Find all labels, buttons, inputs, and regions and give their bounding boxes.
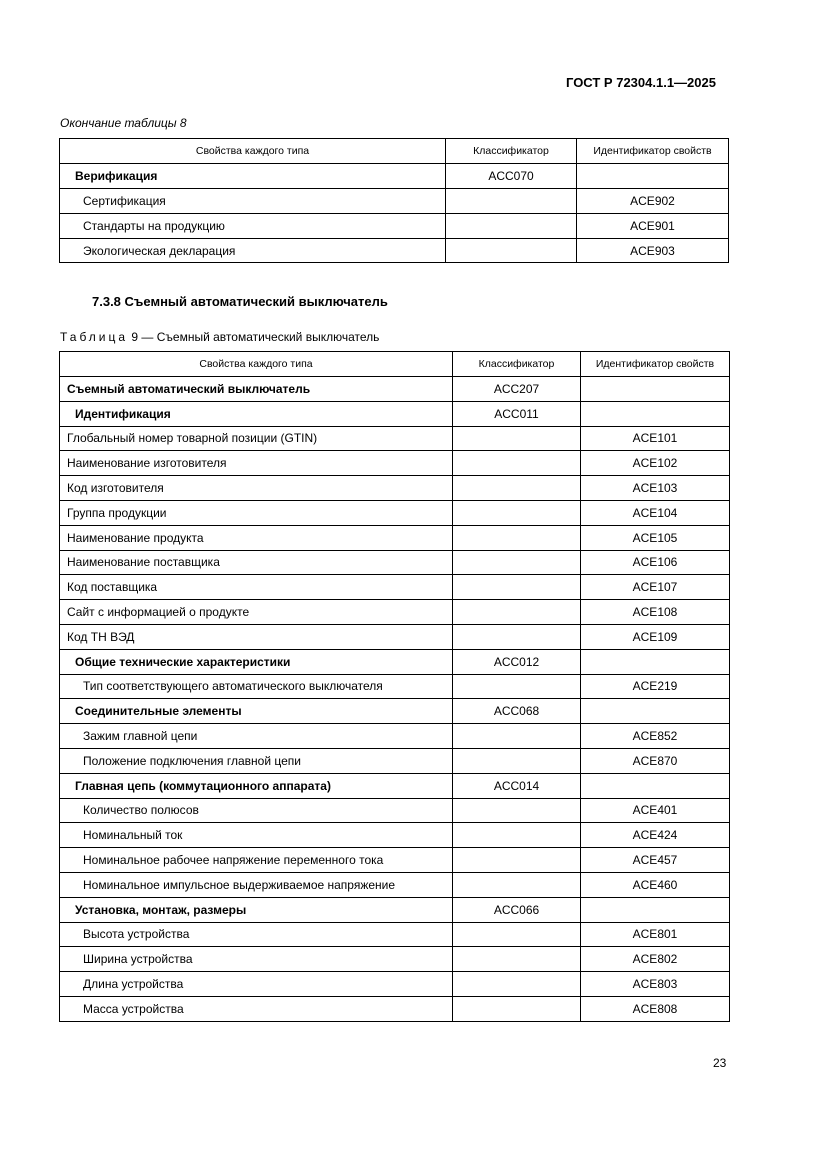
property-name-cell: Наименование продукта — [60, 525, 453, 550]
table-row — [60, 525, 730, 550]
property-name-cell: Код поставщика — [60, 575, 453, 600]
column-header-property-id: Идентификатор свойств — [577, 139, 729, 164]
property-id-cell: ACE901 — [577, 213, 729, 238]
table-row — [60, 649, 730, 674]
property-id-cell: ACE808 — [581, 996, 730, 1021]
property-name-cell: Экологическая декларация — [60, 238, 446, 263]
classifier-cell: ACC070 — [446, 163, 577, 188]
property-id-cell: ACE106 — [581, 550, 730, 575]
classifier-cell — [453, 947, 581, 972]
property-id-cell — [581, 649, 730, 674]
property-id-cell: ACE103 — [581, 476, 730, 501]
classifier-cell: ACC066 — [453, 897, 581, 922]
property-id-cell: ACE102 — [581, 451, 730, 476]
column-header-properties: Свойства каждого типа — [60, 139, 446, 164]
property-id-cell: ACE101 — [581, 426, 730, 451]
column-header-property-id: Идентификатор свойств — [581, 352, 730, 377]
property-name-cell: Наименование изготовителя — [60, 451, 453, 476]
column-header-properties: Свойства каждого типа — [60, 352, 453, 377]
classifier-cell: ACC207 — [453, 377, 581, 402]
property-name-cell: Масса устройства — [60, 996, 453, 1021]
column-header-classifier: Классификатор — [453, 352, 581, 377]
property-name-cell: Положение подключения главной цепи — [60, 748, 453, 773]
property-id-cell — [581, 377, 730, 402]
property-name-cell: Код ТН ВЭД — [60, 624, 453, 649]
classifier-cell — [453, 996, 581, 1021]
classifier-cell — [453, 550, 581, 575]
table-row — [60, 575, 730, 600]
classifier-cell — [453, 798, 581, 823]
property-id-cell: ACE105 — [581, 525, 730, 550]
property-id-cell: ACE457 — [581, 848, 730, 873]
table-9 — [59, 351, 730, 1022]
classifier-cell — [453, 724, 581, 749]
property-id-cell: ACE903 — [577, 238, 729, 263]
property-name-cell: Ширина устройства — [60, 947, 453, 972]
table-row — [60, 451, 730, 476]
table-row — [60, 500, 730, 525]
table-row — [60, 624, 730, 649]
classifier-cell — [453, 476, 581, 501]
table-row — [60, 476, 730, 501]
classifier-cell — [453, 922, 581, 947]
property-id-cell: ACE460 — [581, 872, 730, 897]
property-id-cell: ACE802 — [581, 947, 730, 972]
caption-prefix: Таблица — [60, 330, 129, 344]
table-row — [60, 238, 729, 263]
property-id-cell — [581, 773, 730, 798]
table-row — [60, 922, 730, 947]
document-id: ГОСТ Р 72304.1.1—2025 — [566, 75, 716, 90]
property-name-cell: Верификация — [60, 163, 446, 188]
property-id-cell: ACE107 — [581, 575, 730, 600]
table-row — [60, 377, 730, 402]
classifier-cell: ACC012 — [453, 649, 581, 674]
property-name-cell: Высота устройства — [60, 922, 453, 947]
property-name-cell: Зажим главной цепи — [60, 724, 453, 749]
section-heading: 7.3.8 Съемный автоматический выключатель — [92, 294, 388, 309]
property-name-cell: Главная цепь (коммутационного аппарата) — [60, 773, 453, 798]
property-name-cell: Идентификация — [60, 401, 453, 426]
property-id-cell: ACE104 — [581, 500, 730, 525]
table-row — [60, 699, 730, 724]
classifier-cell — [453, 500, 581, 525]
property-name-cell: Длина устройства — [60, 972, 453, 997]
table-row — [60, 213, 729, 238]
property-name-cell: Общие технические характеристики — [60, 649, 453, 674]
classifier-cell — [453, 426, 581, 451]
classifier-cell — [446, 188, 577, 213]
table-row — [60, 188, 729, 213]
table-row — [60, 163, 729, 188]
caption-title: 9 — Съемный автоматический выключатель — [131, 330, 380, 344]
table-row — [60, 947, 730, 972]
classifier-cell — [453, 525, 581, 550]
property-id-cell: ACE109 — [581, 624, 730, 649]
property-name-cell: Установка, монтаж, размеры — [60, 897, 453, 922]
property-name-cell: Номинальный ток — [60, 823, 453, 848]
classifier-cell — [453, 872, 581, 897]
table-row — [60, 550, 730, 575]
table-row — [60, 773, 730, 798]
classifier-cell: ACC011 — [453, 401, 581, 426]
property-name-cell: Номинальное рабочее напряжение переменного тока — [60, 848, 453, 873]
property-id-cell: ACE803 — [581, 972, 730, 997]
classifier-cell — [453, 624, 581, 649]
property-name-cell: Соединительные элементы — [60, 699, 453, 724]
classifier-cell — [453, 600, 581, 625]
property-name-cell: Глобальный номер товарной позиции (GTIN) — [60, 426, 453, 451]
property-id-cell: ACE108 — [581, 600, 730, 625]
table-row — [60, 426, 730, 451]
property-id-cell: ACE401 — [581, 798, 730, 823]
property-id-cell — [581, 897, 730, 922]
property-name-cell: Код изготовителя — [60, 476, 453, 501]
table-row — [60, 401, 730, 426]
classifier-cell — [453, 451, 581, 476]
table-row — [60, 798, 730, 823]
classifier-cell — [453, 575, 581, 600]
classifier-cell: ACC014 — [453, 773, 581, 798]
classifier-cell — [453, 823, 581, 848]
table-row — [60, 823, 730, 848]
property-name-cell: Номинальное импульсное выдерживаемое напряжение — [60, 872, 453, 897]
property-name-cell: Группа продукции — [60, 500, 453, 525]
table-row — [60, 724, 730, 749]
page-number: 23 — [713, 1056, 727, 1070]
property-id-cell — [581, 699, 730, 724]
table-8 — [59, 138, 729, 263]
table-row — [60, 872, 730, 897]
classifier-cell — [453, 748, 581, 773]
property-id-cell: ACE219 — [581, 674, 730, 699]
property-name-cell: Съемный автоматический выключатель — [60, 377, 453, 402]
table-row — [60, 996, 730, 1021]
property-name-cell: Стандарты на продукцию — [60, 213, 446, 238]
property-id-cell — [577, 163, 729, 188]
classifier-cell: ACC068 — [453, 699, 581, 724]
property-id-cell: ACE870 — [581, 748, 730, 773]
table-header-row — [60, 352, 730, 377]
property-name-cell: Сайт с информацией о продукте — [60, 600, 453, 625]
table-row — [60, 848, 730, 873]
classifier-cell — [446, 238, 577, 263]
table-row — [60, 972, 730, 997]
classifier-cell — [453, 674, 581, 699]
table-row — [60, 748, 730, 773]
property-id-cell: ACE424 — [581, 823, 730, 848]
property-name-cell: Количество полюсов — [60, 798, 453, 823]
property-id-cell — [581, 401, 730, 426]
table-row — [60, 600, 730, 625]
table-header-row — [60, 139, 729, 164]
property-name-cell: Сертификация — [60, 188, 446, 213]
table-9-caption — [60, 330, 379, 344]
property-name-cell: Тип соответствующего автоматического выключателя — [60, 674, 453, 699]
property-name-cell: Наименование поставщика — [60, 550, 453, 575]
property-id-cell: ACE902 — [577, 188, 729, 213]
property-id-cell: ACE852 — [581, 724, 730, 749]
table-row — [60, 897, 730, 922]
classifier-cell — [453, 848, 581, 873]
table-continuation-label: Окончание таблицы 8 — [60, 116, 187, 130]
column-header-classifier: Классификатор — [446, 139, 577, 164]
classifier-cell — [446, 213, 577, 238]
classifier-cell — [453, 972, 581, 997]
property-id-cell: ACE801 — [581, 922, 730, 947]
table-row — [60, 674, 730, 699]
